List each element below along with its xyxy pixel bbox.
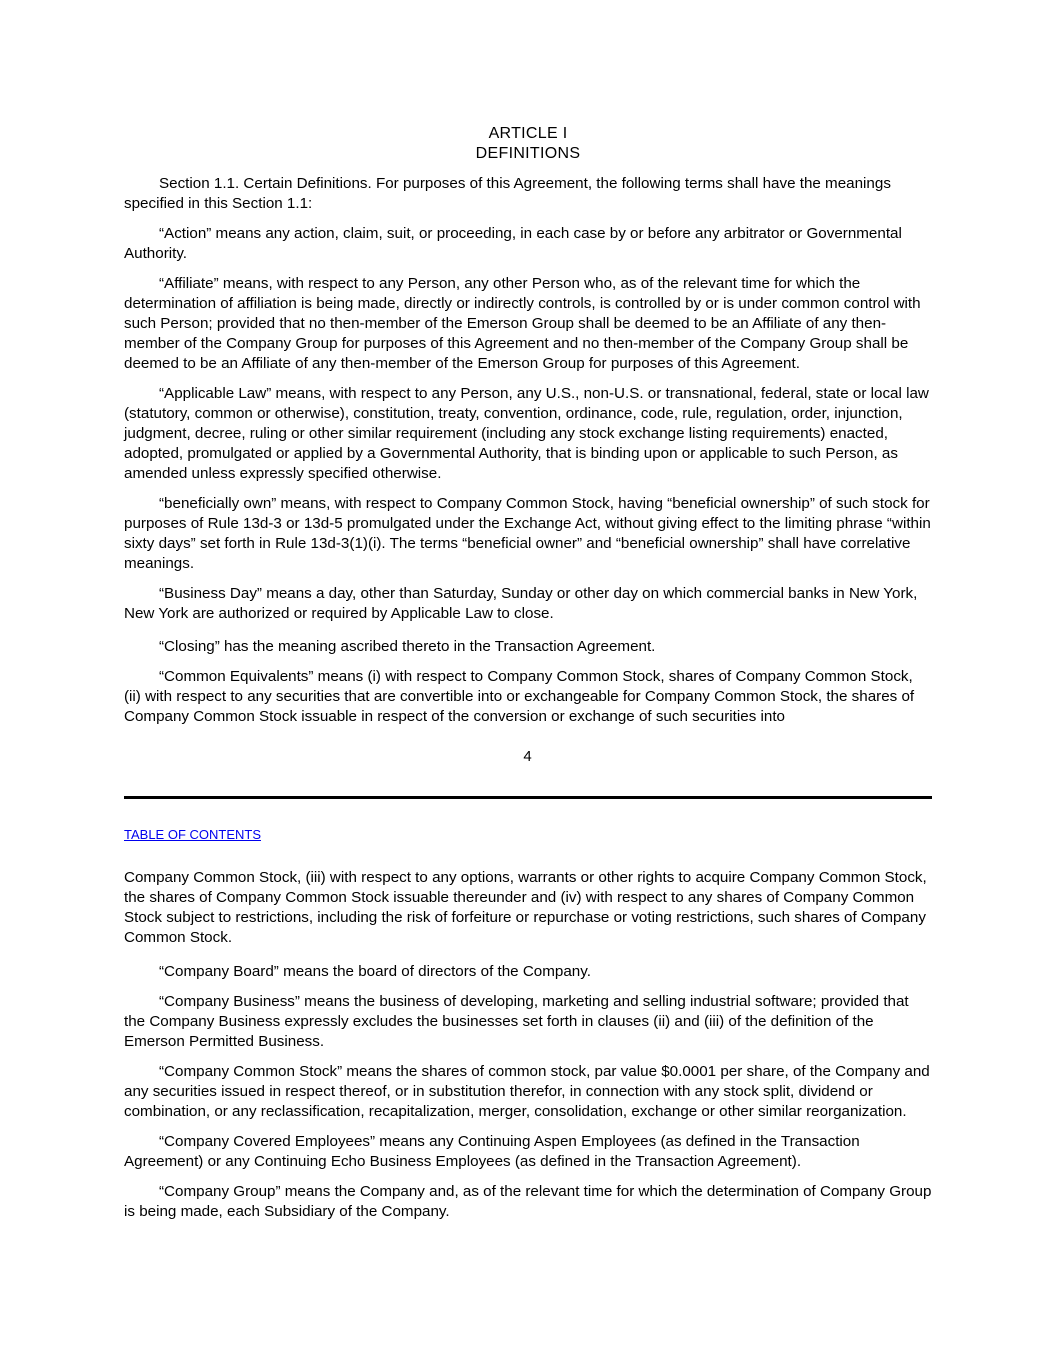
definition-affiliate: “Affiliate” means, with respect to any Person, any other Person who, as of the relevant time for which the determination of affiliation is being made, directly or indirectly controls, is controlled by or is under common control with such Person; provided that no then-member of the Emerson Group shall be deemed to be an Affiliate of any then-member of the Company Group for purposes of this Agreement and no then-member of the Company Group shall be deemed to be an Affiliate of any then-member of the Emerson Group for purposes of this Agreement. <box>124 275 921 372</box>
definition-business-day: “Business Day” means a day, other than Saturday, Sunday or other day on which commercial banks in New York, New York are authorized or required by Applicable Law to close. <box>124 585 918 622</box>
definition-company-common-stock: “Company Common Stock” means the shares of common stock, par value $0.0001 per share, of the Company and any securities issued in respect thereof, or in substitution therefor, in connection with any stock split, dividend or combination, or any reclassification, recapitalization, merger, consolidation, exchange or other similar reorganization. <box>124 1063 930 1120</box>
page-bottom-section <box>124 868 932 1222</box>
definition-beneficially-own: “beneficially own” means, with respect to Company Common Stock, having “beneficial ownership” of such stock for purposes of Rule 13d-3 or 13d-5 promulgated under the Exchange Act, without giving effect to the limiting phrase “within sixty days” set forth in Rule 13d-3(1)(i). The terms “beneficial owner” and “beneficial ownership” shall have correlative meanings. <box>124 495 931 572</box>
definition-common-equivalents: “Common Equivalents” means (i) with respect to Company Common Stock, shares of Company Common Stock, (ii) with respect to any securities that are convertible into or exchangeable for Company Common Stock, the shares of Company Common Stock issuable in respect of the conversion or exchange of such securities into <box>124 668 915 725</box>
definition-applicable-law: “Applicable Law” means, with respect to any Person, any U.S., non-U.S. or transnational, federal, state or local law (statutory, common or otherwise), constitution, treaty, convention, ordinance, code, rule, regulation, order, injunction, judgment, decree, ruling or other similar requirement (including any stock exchange listing requirements) enacted, adopted, promulgated or applied by a Governmental Authority, that is binding upon or applicable to such Person, as amended unless expressly specified otherwise. <box>124 385 929 482</box>
article-title: ARTICLE I <box>488 125 568 142</box>
definition-company-group: “Company Group” means the Company and, as of the relevant time for which the determination of Company Group is being made, each Subsidiary of the Company. <box>124 1183 932 1220</box>
definition-company-board: “Company Board” means the board of directors of the Company. <box>159 963 591 980</box>
page-number: 4 <box>523 748 532 765</box>
definition-company-business: “Company Business” means the business of developing, marketing and selling industrial software; provided that the Company Business expressly excludes the businesses set forth in clauses (ii) and (iii) of the definition of the Emerson Permitted Business. <box>124 993 909 1050</box>
definition-closing: “Closing” has the meaning ascribed thereto in the Transaction Agreement. <box>159 638 656 655</box>
page-divider <box>124 796 932 799</box>
article-subtitle: DEFINITIONS <box>475 145 581 162</box>
table-of-contents-link[interactable]: TABLE OF CONTENTS <box>124 827 261 842</box>
continuation-paragraph: Company Common Stock, (iii) with respect to any options, warrants or other rights to acquire Company Common Stock, the shares of Company Common Stock issuable thereunder and (iv) with respect to any shares of Company Common Stock subject to restrictions, including the risk of forfeiture or repurchase or voting restrictions, such shares of Company Common Stock. <box>124 869 927 946</box>
page-top-section <box>124 124 932 727</box>
section-intro-paragraph: Section 1.1. Certain Definitions. For purposes of this Agreement, the following terms shall have the meanings specified in this Section 1.1: <box>124 175 891 212</box>
definition-action: “Action” means any action, claim, suit, or proceeding, in each case by or before any arbitrator or Governmental Authority. <box>124 225 902 262</box>
definition-company-covered-employees: “Company Covered Employees” means any Continuing Aspen Employees (as defined in the Transaction Agreement) or any Continuing Echo Business Employees (as defined in the Transaction Agreement). <box>124 1133 860 1170</box>
